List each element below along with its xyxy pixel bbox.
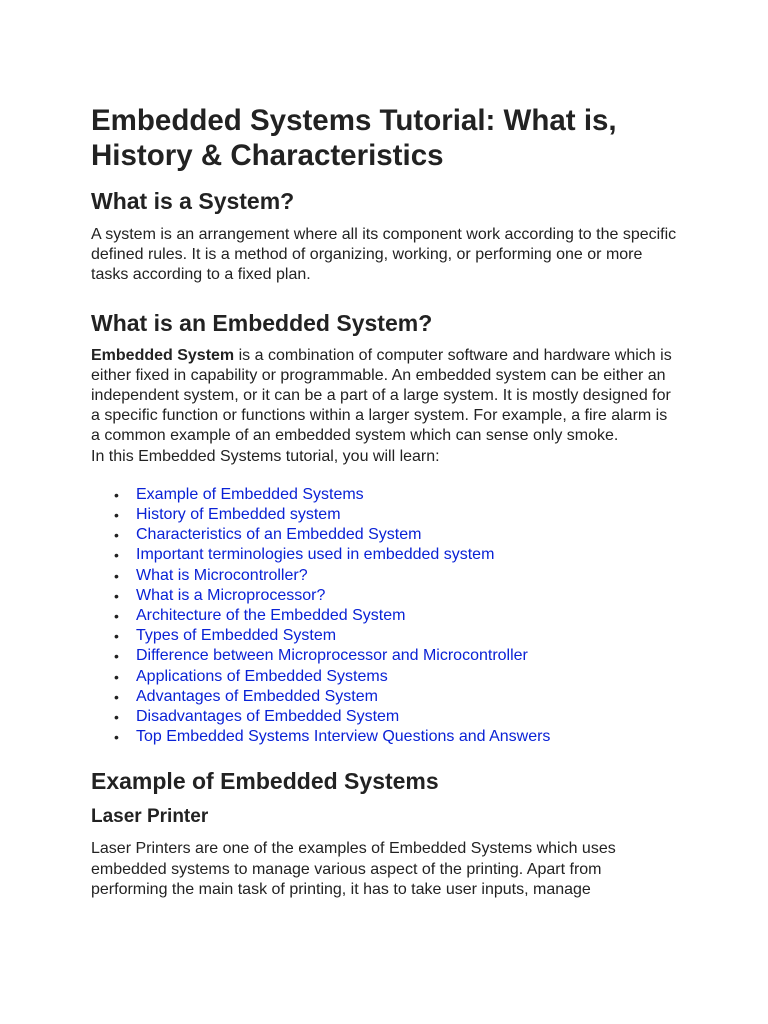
toc-item: [114, 667, 678, 687]
toc-item: [114, 505, 678, 525]
section-heading-examples: Example of Embedded Systems: [91, 768, 439, 795]
bullet-icon: •: [114, 527, 119, 544]
toc-item: [114, 727, 678, 747]
toc-item: [114, 707, 678, 727]
page-title: Embedded Systems Tutorial: What is, History & Characteristics: [91, 104, 617, 172]
bold-term-embedded-system: Embedded System: [91, 346, 235, 364]
toc-item: [114, 687, 678, 707]
bullet-icon: •: [114, 648, 119, 665]
toc-link[interactable]: Difference between Microprocessor and Microcontroller: [136, 647, 528, 665]
paragraph-system-definition: A system is an arrangement where all its component work according to the specific defined rules. It is a method of organizing, working, or performing one or more tasks according to a fixed plan.: [91, 226, 677, 284]
toc-item: [114, 606, 678, 626]
toc-item: [114, 525, 678, 545]
paragraph-learn-intro: In this Embedded Systems tutorial, you will learn:: [91, 447, 440, 465]
toc-link[interactable]: Architecture of the Embedded System: [136, 607, 406, 625]
toc-link[interactable]: Example of Embedded Systems: [136, 485, 364, 503]
bullet-icon: •: [114, 567, 119, 584]
bullet-icon: •: [114, 587, 119, 604]
toc-link[interactable]: History of Embedded system: [136, 506, 341, 524]
toc-item: [114, 646, 678, 666]
bullet-icon: •: [114, 668, 119, 685]
bullet-icon: •: [114, 547, 119, 564]
bullet-icon: •: [114, 729, 119, 746]
toc-link[interactable]: Important terminologies used in embedded system: [136, 546, 495, 564]
toc-item: [114, 485, 678, 505]
subheading-laser-printer: Laser Printer: [91, 806, 209, 828]
toc-item: [114, 566, 678, 586]
bullet-icon: •: [114, 628, 119, 645]
table-of-contents: [91, 485, 678, 748]
bullet-icon: •: [114, 709, 119, 726]
toc-link[interactable]: What is a Microprocessor?: [136, 586, 326, 604]
paragraph-laser-printer: Laser Printers are one of the examples of Embedded Systems which uses embedded systems to manage various aspect of the printing. Apart from performing the main task of printing, it has to take user inputs, manage: [91, 840, 616, 898]
toc-link[interactable]: Top Embedded Systems Interview Questions and Answers: [136, 728, 551, 746]
toc-link[interactable]: Types of Embedded System: [136, 627, 337, 645]
section-heading-system: What is a System?: [91, 188, 295, 214]
toc-item: [114, 545, 678, 565]
bullet-icon: •: [114, 507, 119, 524]
bullet-icon: •: [114, 688, 119, 705]
toc-link[interactable]: Applications of Embedded Systems: [136, 667, 388, 685]
paragraph-embedded-definition: [91, 346, 678, 447]
toc-link[interactable]: Disadvantages of Embedded System: [136, 708, 400, 726]
bullet-icon: •: [114, 486, 119, 503]
toc-link[interactable]: What is Microcontroller?: [136, 566, 308, 584]
bullet-icon: •: [114, 608, 119, 625]
toc-item: [114, 626, 678, 646]
toc-link[interactable]: Characteristics of an Embedded System: [136, 526, 422, 544]
toc-link[interactable]: Advantages of Embedded System: [136, 687, 378, 705]
section-heading-embedded-system: What is an Embedded System?: [91, 309, 433, 336]
toc-item: [114, 586, 678, 606]
embedded-definition-text: is a combination of computer software and hardware which is either fixed in capability or programmable. An embedded system can be either an independent system, or it can be a part of a large system. It is mostly designed for a specific function or functions within a larger system. For example, a fire alarm is a common example of an embedded system which can sense only smoke.: [91, 346, 672, 445]
